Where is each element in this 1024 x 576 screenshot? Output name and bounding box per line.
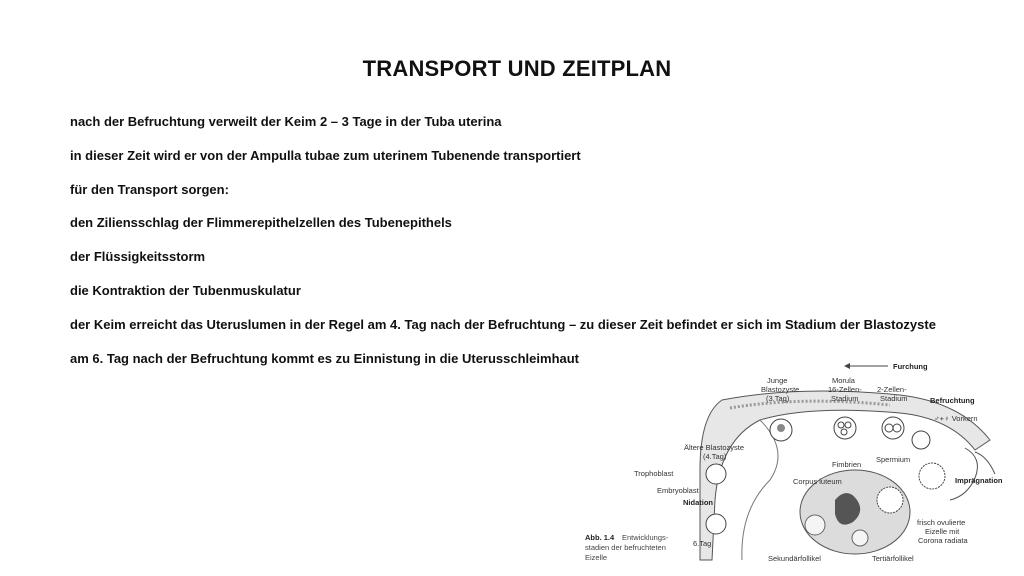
label-nidation: Nidation (683, 498, 713, 507)
bullet-list (70, 114, 936, 384)
label-sekundaerfollikel: Sekundärfollikel (768, 554, 821, 563)
label-befruchtung: Befruchtung (930, 396, 975, 405)
arrow-head-icon (844, 363, 850, 369)
label-fimbrien: Fimbrien (832, 460, 862, 469)
slide-title: TRANSPORT UND ZEITPLAN (362, 56, 672, 81)
zygote-cell (912, 431, 930, 449)
label-spermium: Spermium (876, 455, 911, 464)
label-aeltere-blastozyste: (4.Tag) (703, 452, 727, 461)
label-frisch-eizelle: Corona radiata (918, 536, 968, 545)
label-corpus-luteum: Corpus luteum (793, 477, 842, 486)
bullet-item: der Keim erreicht das Uteruslumen in der Regel am 4. Tag nach der Befruchtung – zu dieser Zeit befindet er sich im Stadium der Blastozyste (70, 316, 936, 332)
development-illustration (583, 355, 1024, 576)
secondary-follicle (805, 515, 825, 535)
bullet-item: die Kontraktion der Tubenmuskulatur (70, 282, 301, 298)
caption-text: stadien der befruchteten (585, 543, 666, 552)
aeltere-blastozyste-cell (706, 464, 726, 484)
label-junge-blastozyste: Junge (767, 376, 788, 385)
label-sechster-tag: 6.Tag (693, 539, 712, 548)
label-tertiaerfollikel: Tertiärfollikel (872, 554, 914, 563)
label-morula: Stadium (831, 394, 859, 403)
label-impraegnation: Imprägnation (955, 476, 1003, 485)
label-vorkern: ♂+♀ Vorkern (934, 414, 978, 423)
bullet-item: der Flüssigkeitsstorm (70, 249, 206, 265)
label-morula: Morula (832, 376, 855, 385)
label-morula: 16-Zellen- (828, 385, 862, 394)
label-trophoblast: Trophoblast (634, 469, 674, 478)
caption-number: Abb. 1.4 (585, 533, 615, 542)
bullet-item: in dieser Zeit wird er von der Ampulla tubae zum uterinem Tubenende transportiert (70, 147, 581, 163)
label-frisch-eizelle: Eizelle mit (925, 527, 960, 536)
label-aeltere-blastozyste: Ältere Blastozyste (684, 443, 745, 452)
bullet-item: für den Transport sorgen: (70, 181, 229, 197)
label-zwei-zellen: Stadium (880, 394, 908, 403)
impregnation-cell (919, 463, 945, 489)
bullet-item: den Ziliensschlag der Flimmerepithelzellen des Tubenepithels (70, 215, 452, 231)
embryo-development-figure (583, 355, 1024, 576)
bullet-item: nach der Befruchtung verweilt der Keim 2 – 3 Tage in der Tuba uterina (70, 114, 502, 129)
tertiary-follicle (852, 530, 868, 546)
inner-cell-mass (777, 424, 785, 432)
label-zwei-zellen: 2-Zellen- (877, 385, 907, 394)
label-frisch-eizelle: frisch ovulierte (917, 518, 966, 527)
label-furchung: Furchung (893, 362, 928, 371)
ovulated-egg-cell (877, 487, 903, 513)
label-junge-blastozyste: Blastozyste (761, 385, 800, 394)
nidation-cell (706, 514, 726, 534)
uterus-cavity-line (742, 420, 778, 560)
morula-cell (834, 417, 856, 439)
caption-text: Eizelle (585, 553, 608, 562)
fimbriae (950, 448, 995, 500)
caption-text: Entwicklungs- (622, 533, 669, 542)
bullet-item: am 6. Tag nach der Befruchtung kommt es zu Einnistung in die Uterusschleimhaut (70, 350, 580, 366)
label-junge-blastozyste: (3.Tag) (766, 394, 790, 403)
label-embryoblast: Embryoblast (657, 486, 699, 495)
